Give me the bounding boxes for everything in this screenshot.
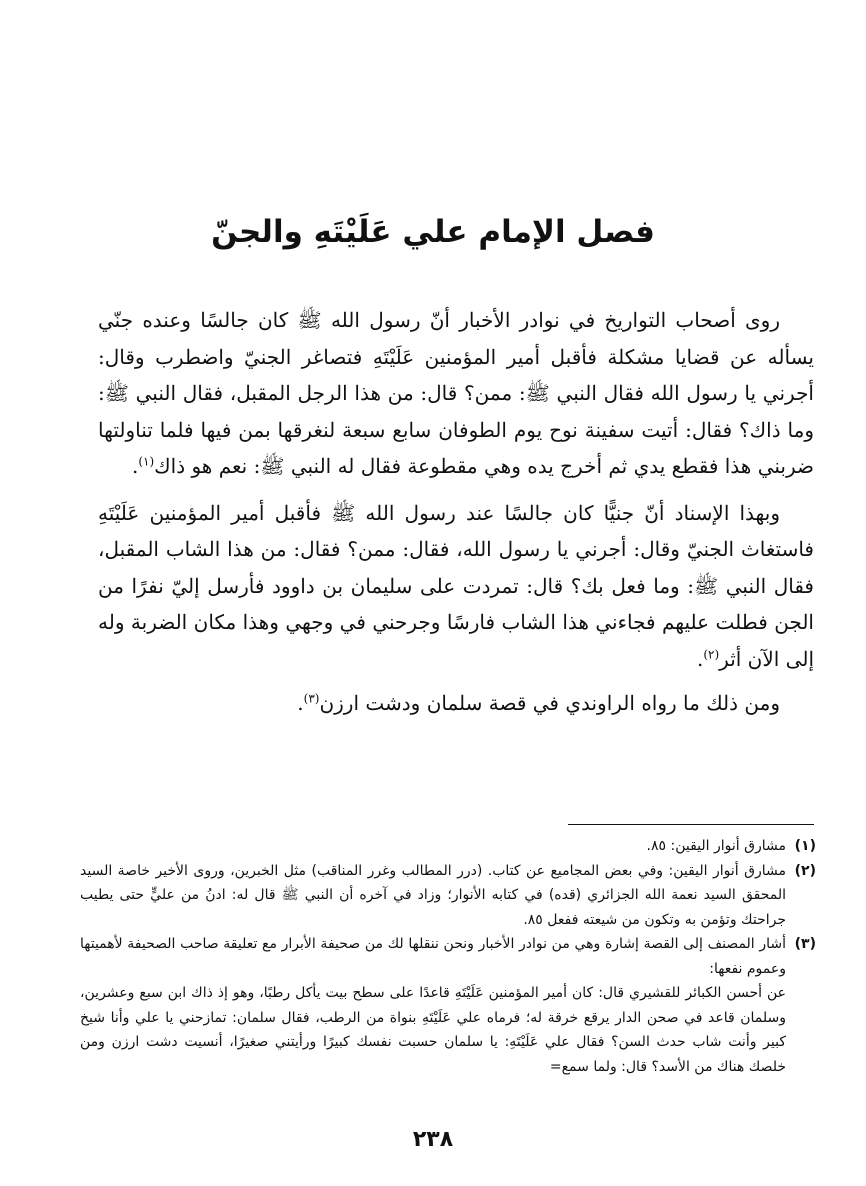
paragraph	[98, 685, 814, 722]
main-text	[98, 302, 814, 722]
paragraph-text: ومن ذلك ما رواه الراوندي في قصة سلمان ودشت ارزن	[319, 691, 780, 715]
footnote-number: (١)	[794, 838, 816, 854]
footnotes	[80, 834, 816, 1079]
footnote-marker: (٢)	[703, 646, 720, 661]
paragraph-end: .	[696, 646, 704, 671]
footnote-marker: (٣)	[303, 691, 320, 706]
paragraph-end: .	[297, 691, 304, 715]
footnote-body	[80, 932, 786, 1079]
paragraph-text: وبهذا الإسناد أنّ جنيًّا كان جالسًا عند رسول الله ﷺ فأقبل أمير المؤمنين عَلَيْتَهِ فاستغاث الجنيّ وقال: أجرني يا رسول الله، فقال: ممن؟ فقال: من هذا الشاب المقبل، فقال النبي ﷺ: وما فعل بك؟ قال: تمردت على سليمان بن داوود فأرسل إليّ نفرًا من الجن فطلت عليهم فجاءني هذا الشاب فارسًا وجرحني في وجهي وهذا مكان الضربة وله إلى الآن أثر	[98, 500, 814, 671]
footnote-marker: (١)	[138, 454, 155, 469]
footnote-number: (٢)	[794, 862, 816, 879]
footnote-body	[80, 859, 786, 933]
paragraph	[98, 302, 814, 485]
footnote	[80, 932, 816, 1079]
footnote-number: (٣)	[794, 936, 816, 952]
footnote	[80, 834, 816, 859]
footnote-text: مشارق أنوار اليقين: ٨٥.	[646, 838, 786, 854]
paragraph-text: روى أصحاب التواريخ في نوادر الأخبار أنّ رسول الله ﷺ كان جالسًا وعنده جنّي يسأله عن قضايا مشكلة فأقبل أمير المؤمنين عَلَيْتَهِ فتصاغر الجنيّ واضطرب وقال: أجرني يا رسول الله فقال النبي ﷺ: ممن؟ قال: من هذا الرجل المقبل، فقال النبي ﷺ: وما ذاك؟ فقال: أتيت سفينة نوح يوم الطوفان سابع سبعة لنغرقها بمن فيها فلما تناولتها ضربني هذا فقطع يدي ثم أخرج يده وهي مقطوعة فقال له النبي ﷺ: نعم هو ذاك	[98, 308, 814, 478]
chapter-title: فصل الإمام علي عَلَيْتَهِ والجنّ	[211, 214, 655, 250]
footnote	[80, 859, 816, 933]
footnote-quote: عن أحسن الكبائر للقشيري قال: كان أمير المؤمنين عَلَيْتَهِ قاعدًا على سطح بيت يأكل رطبًا، وهو إذ ذاك ابن سبع وعشرين، وسلمان قاعد في صحن الدار يرقع خرقة له؛ فرماه علي عَلَيْتَهِ بنواة من الرطب، فقال سلمان: تمازحني يا علي وأنا شيخ كبير وأنت شاب حدث السن؟ فقال علي عَلَيْتَهِ: يا سلمان حسبت نفسك كبيرًا ورأيتني صغيرًا، أنسيت دشت ارزن ومن خلصك هناك من الأسد؟ قال: ولما سمع=	[80, 985, 786, 1075]
paragraph	[98, 495, 814, 678]
footnote-text: أشار المصنف إلى القصة إشارة وهي من نوادر الأخبار ونحن ننقلها لك من صحيفة الأبرار مع تعليقة صاحب الصحيفة لأهميتها وعموم نفعها:	[80, 936, 786, 977]
footnote-body	[80, 834, 786, 859]
footnote-divider	[568, 824, 814, 825]
footnote-text: مشارق أنوار اليقين: وفي بعض المجاميع عن كتاب. (درر المطالب وغرر المناقب) مثل الخبرين، وروى الأخير خاصة السيد المحقق السيد نعمة الله الجزائري (قده) في كتابه الأنوار؛ وزاد في آخره أن النبي ﷺ قال له: ادنُ من عليٍّ حتى يطيب جراحتك وتؤمن به وتكون من شيعته ففعل ٨٥.	[80, 862, 786, 928]
paragraph-end: .	[131, 454, 139, 478]
page-number: ٢٣٨	[412, 1127, 454, 1152]
